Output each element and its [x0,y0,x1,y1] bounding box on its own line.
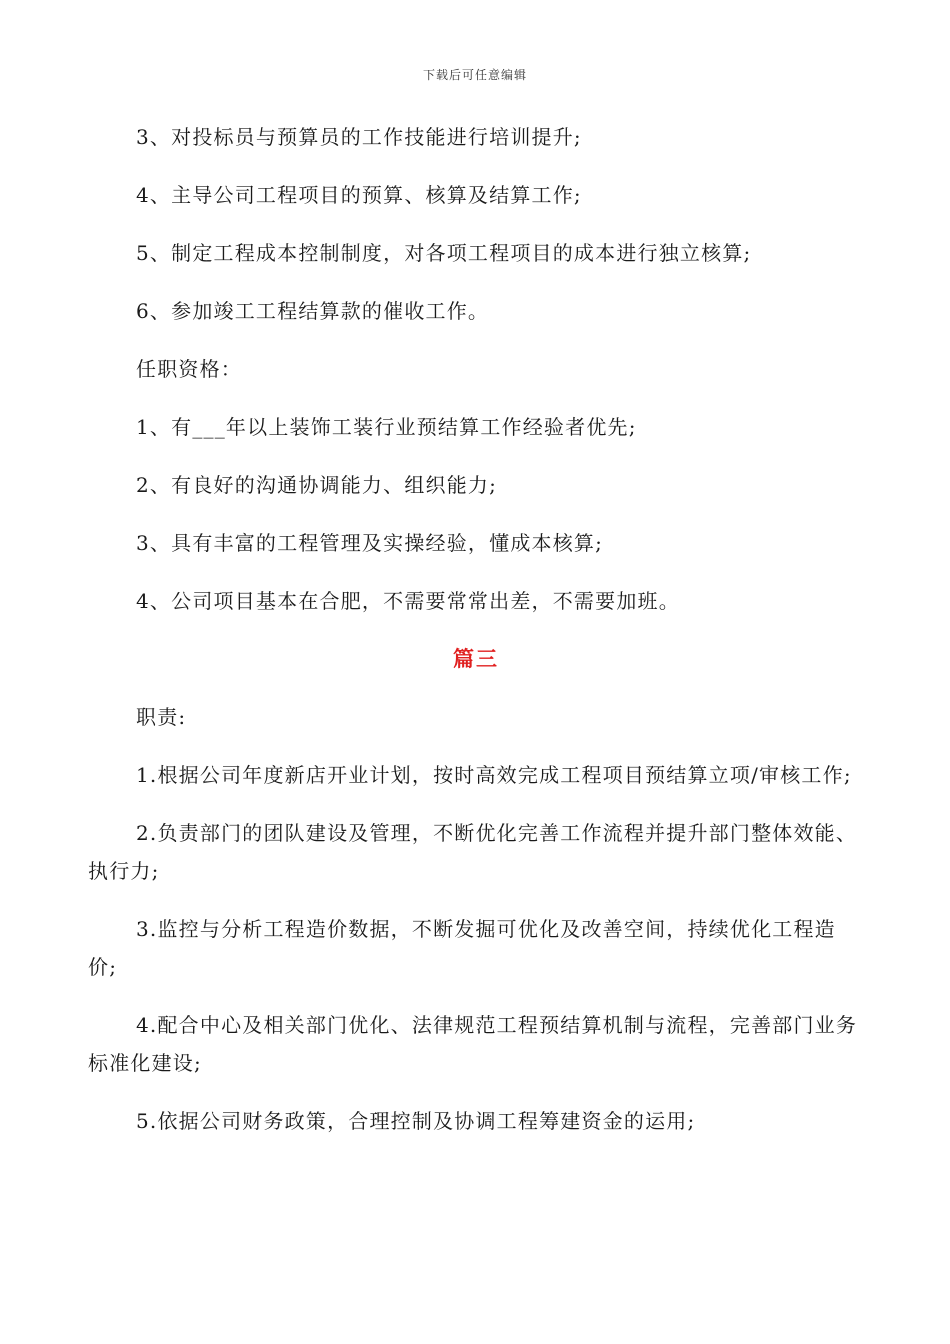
document-body [88,118,864,1160]
list-item: 2、有良好的沟通协调能力、组织能力; [136,473,498,497]
list-item: 1、有___年以上装饰工装行业预结算工作经验者优先; [136,415,637,439]
list-item: 6、参加竣工工程结算款的催收工作。 [136,299,490,323]
list-item: 5.依据公司财务政策，合理控制及协调工程筹建资金的运用; [136,1109,696,1133]
list-item: 3、对投标员与预算员的工作技能进行培训提升; [136,125,582,149]
list-item: 1.根据公司年度新店开业计划，按时高效完成工程项目预结算立项/审核工作; [136,763,852,787]
list-item: 5、制定工程成本控制制度，对各项工程项目的成本进行独立核算; [136,241,752,265]
qualifications-heading: 任职资格： [136,357,242,381]
duties-heading: 职责: [136,705,187,729]
list-item: 4、主导公司工程项目的预算、核算及结算工作; [136,183,582,207]
list-item: 3、具有丰富的工程管理及实操经验，懂成本核算; [136,531,604,555]
list-item: 3.监控与分析工程造价数据，不断发掘可优化及改善空间，持续优化工程造价; [88,917,836,979]
header-note: 下载后可任意编辑 [422,68,527,82]
list-item: 2.负责部门的团队建设及管理，不断优化完善工作流程并提升部门整体效能、执行力; [88,821,858,883]
list-item: 4、公司项目基本在合肥，不需要常常出差，不需要加班。 [136,589,680,613]
section-title: 篇三 [453,647,499,671]
list-item: 4.配合中心及相关部门优化、法律规范工程预结算机制与流程，完善部门业务标准化建设; [88,1013,858,1075]
